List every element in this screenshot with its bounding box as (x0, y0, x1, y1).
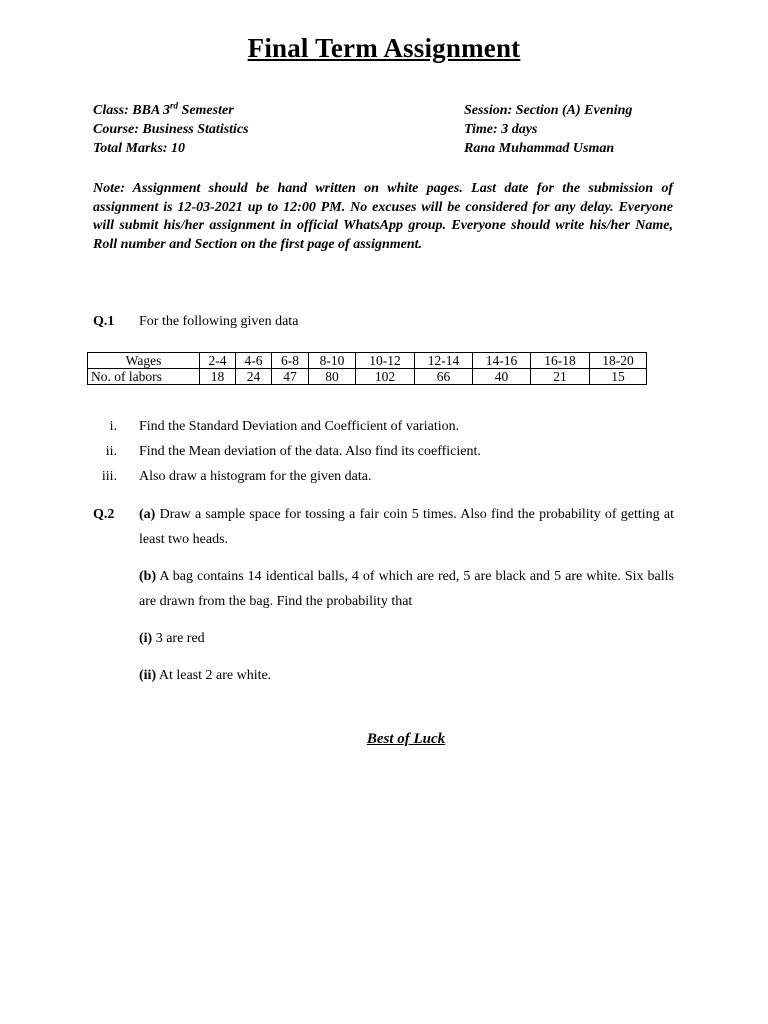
q2-i-label: (i) (139, 631, 153, 646)
table-cell: 4-6 (236, 353, 272, 369)
table-cell: 18 (200, 369, 236, 385)
table-cell: 47 (272, 369, 309, 385)
note-paragraph: Note: Assignment should be hand written on white pages. Last date for the submission of assignment is 12-03-2021 up to 12:00 PM. No excuses will be considered for any delay. Everyone will submit his/her assignment in official WhatsApp group. Everyone should write his/her Name, Roll number and Section on the first page of assignment. (93, 181, 673, 252)
table-cell: 8-10 (309, 353, 356, 369)
q1-part-iii-number: iii. (101, 469, 117, 484)
q2-ii-text: At least 2 are white. (156, 668, 272, 683)
table-cell: 24 (236, 369, 272, 385)
table-cell: 66 (415, 369, 473, 385)
table-cell: 21 (531, 369, 590, 385)
teacher-line: Rana Muhammad Usman (464, 141, 615, 156)
q1-part-iii-text: Also draw a histogram for the given data. (139, 469, 372, 484)
table-cell: 40 (473, 369, 531, 385)
meta-right (464, 101, 632, 158)
q2-part-a (139, 502, 674, 552)
q1-text: For the following given data (139, 314, 299, 329)
marks-line: Total Marks: 10 (93, 141, 186, 156)
meta-left (93, 101, 249, 158)
q2-b-label: (b) (139, 569, 157, 584)
table-cell: 6-8 (272, 353, 309, 369)
table-cell: 18-20 (590, 353, 647, 369)
class-line (93, 101, 249, 120)
q2-part-b-ii (139, 663, 674, 688)
table-cell: No. of labors (88, 369, 200, 385)
q2-part-b (139, 564, 674, 614)
q1-part-ii-text: Find the Mean deviation of the data. Also find its coefficient. (139, 444, 481, 459)
table-cell: 80 (309, 369, 356, 385)
q2-a-label: (a) (139, 507, 156, 522)
q2-b-text: A bag contains 14 identical balls, 4 of which are red, 5 are black and 5 are white. Six balls are drawn from the bag. Find the probability that (139, 569, 674, 609)
session-line: Session: Section (A) Evening (464, 103, 633, 118)
class-suffix: Semester (178, 103, 234, 118)
time-line: Time: 3 days (464, 122, 538, 137)
class-text: Class: BBA 3 (93, 103, 171, 118)
table-cell: Wages (88, 353, 200, 369)
q1-part-ii-number: ii. (105, 444, 117, 459)
q2-a-text: Draw a sample space for tossing a fair coin 5 times. Also find the probability of getting at least two heads. (139, 507, 674, 547)
q2-part-b-i (139, 626, 674, 651)
table-cell: 2-4 (200, 353, 236, 369)
table-row-wages (88, 353, 647, 369)
q2-ii-label: (ii) (139, 668, 157, 683)
table-cell: 10-12 (356, 353, 415, 369)
table-cell: 102 (356, 369, 415, 385)
frequency-table (87, 352, 647, 385)
page-title: Final Term Assignment (247, 33, 521, 63)
course-line: Course: Business Statistics (93, 122, 249, 137)
table-cell: 14-16 (473, 353, 531, 369)
class-sup: rd (170, 100, 179, 111)
table-row-labors (88, 369, 647, 385)
table-cell: 15 (590, 369, 647, 385)
q2-number: Q.2 (93, 507, 115, 522)
q1-part-i-text: Find the Standard Deviation and Coefficient of variation. (139, 419, 460, 434)
q2-i-text: 3 are red (152, 631, 205, 646)
q1-part-i-number: i. (109, 419, 117, 434)
closing-text: Best of Luck (366, 731, 446, 747)
q1-number: Q.1 (93, 314, 115, 329)
table-cell: 12-14 (415, 353, 473, 369)
table-cell: 16-18 (531, 353, 590, 369)
